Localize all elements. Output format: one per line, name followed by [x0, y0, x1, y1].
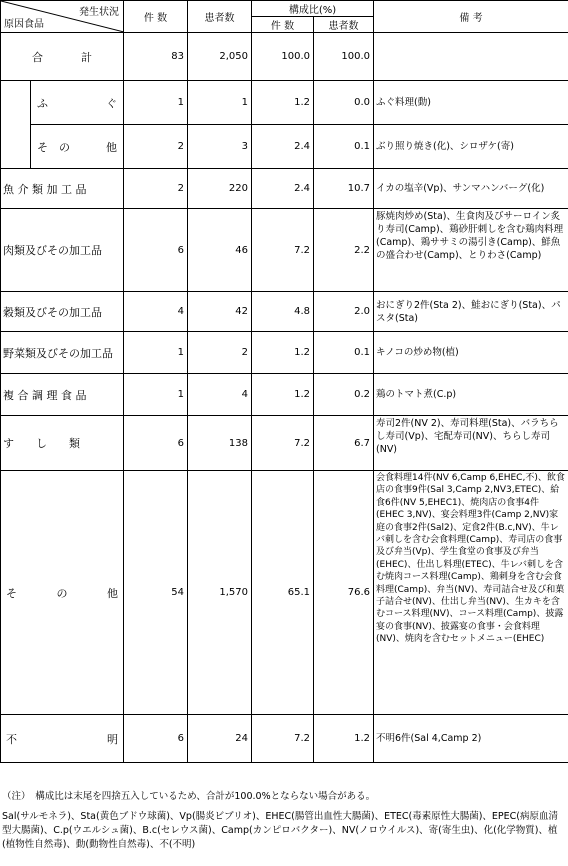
- header-ratio: 構成比(%): [252, 1, 374, 17]
- row-name: 不 明: [1, 715, 124, 763]
- total-row: [1, 33, 568, 81]
- header-diagonal-cell: [1, 1, 124, 33]
- table-row: 魚 介 類 加 工 品 2 220 2.4 10.7 イカの塩辛(Vp)、サンマハンバーグ(化): [1, 169, 568, 209]
- table-row: そ の 他 2 3 2.4 0.1 ぶり照り焼き(化)、シロザケ(寄): [1, 125, 568, 169]
- row-name: そ の 他: [1, 471, 124, 715]
- row-name: 肉類及びその加工品: [1, 209, 124, 292]
- row-name: 魚 介 類 加 工 品: [1, 169, 124, 209]
- row-name: ふ ぐ: [31, 81, 124, 125]
- table-row: 複 合 調 理 食 品 1 4 1.2 0.2 鶏のトマト煮(C.p): [1, 374, 568, 416]
- header-ratio-patients: 患者数: [314, 17, 374, 33]
- header-count: 件 数: [124, 1, 188, 33]
- table-row: 穀類及びその加工品 4 42 4.8 2.0 おにぎり2件(Sta 2)、鮭おにぎり(Sta)、パスタ(Sta): [1, 292, 568, 332]
- total-label: 合 計: [1, 33, 124, 81]
- table-row: 肉類及びその加工品 6 46 7.2 2.2 豚焼肉炒め(Sta)、生食肉及びサーロイン炙り寿司(Camp)、鶏砂肝刺しを含む鶏肉料理(Camp)、鶏ササミの湯引き(Camp)、鮮魚の盛合わせ(Camp)、とりわさ(Camp): [1, 209, 568, 292]
- table-row: 野菜類及びその加工品 1 2 1.2 0.1 キノコの炒め物(植): [1, 332, 568, 374]
- table-row: そ の 他 54 1,570 65.1 76.6 会食料理14件(NV 6,Camp 6,EHEC,不)、飲食店の食事9件(Sal 3,Camp 2,NV3,ETEC)、給食6件(NV 5,EHEC1)、焼肉店の食事4件(EHEC 3,NV)、宴会料理3件(Camp 2,NV)家庭の食事2件(Sal2)、定食2件(B.c,NV)、牛レバ刺しを含む会食料理(Camp)、寿司店の食事及び弁当(Vp)、学生食堂の食事及び弁当(EHEC)、仕出し料理(ETEC)、牛レバ刺しを含む焼肉コース料理(Camp)、鶏刺身を含む会食料理(Camp)、弁当(NV)、寿司詰合せ及び和菓子詰合せ(NV)、仕出し弁当(NV)、生カキを含むコース料理(NV)、コース料理(Camp)、披露宴の食事(NV)、披露宴の食事・会食料理(NV)、焼肉を含むセットメニュー(EHEC): [1, 471, 568, 715]
- row-name: 穀類及びその加工品: [1, 292, 124, 332]
- header-situation: 発生状況: [79, 7, 119, 18]
- row-name: そ の 他: [31, 125, 124, 169]
- header-patients: 患者数: [188, 1, 252, 33]
- total-patients: 2,050: [188, 33, 252, 81]
- table-row: ふ ぐ 1 1 1.2 0.0 ふぐ料理(動): [1, 81, 568, 125]
- row-name: す し 類: [1, 416, 124, 471]
- total-ratio-patients: 100.0: [314, 33, 374, 81]
- total-ratio-count: 100.0: [252, 33, 314, 81]
- fish-group-bracket: [1, 81, 31, 169]
- row-name: 野菜類及びその加工品: [1, 332, 124, 374]
- footnote-rounding: （注） 構成比は末尾を四捨五入しているため、合計が100.0%とならない場合がある。: [2, 791, 376, 802]
- header-cause-food: 原因食品: [4, 19, 44, 30]
- table-row: す し 類 6 138 7.2 6.7 寿司2件(NV 2)、寿司料理(Sta)、バラちらし寿司(Vp)、宅配寿司(NV)、ちらし寿司(NV): [1, 416, 568, 471]
- table-row: 不 明 6 24 7.2 1.2 不明6件(Sal 4,Camp 2): [1, 715, 568, 763]
- total-count: 83: [124, 33, 188, 81]
- header-ratio-count: 件 数: [252, 17, 314, 33]
- footnote-legend: Sal(サルモネラ)、Sta(黄色ブドウ球菌)、Vp(腸炎ビブリオ)、EHEC(腸管出血性大腸菌)、ETEC(毒素原性大腸菌)、EPEC(病原血清型大腸菌)、C.p(ウエルシュ菌)、B.c(セレウス菌)、Camp(カンピロバクター)、NV(ノロウイルス)、寄(寄生虫)、化(化学物質)、植(植物性自然毒)、動(動物性自然毒)、不(不明): [2, 811, 559, 850]
- footnotes: [2, 790, 566, 852]
- row-name: 複 合 調 理 食 品: [1, 374, 124, 416]
- header-notes: 備 考: [374, 1, 568, 33]
